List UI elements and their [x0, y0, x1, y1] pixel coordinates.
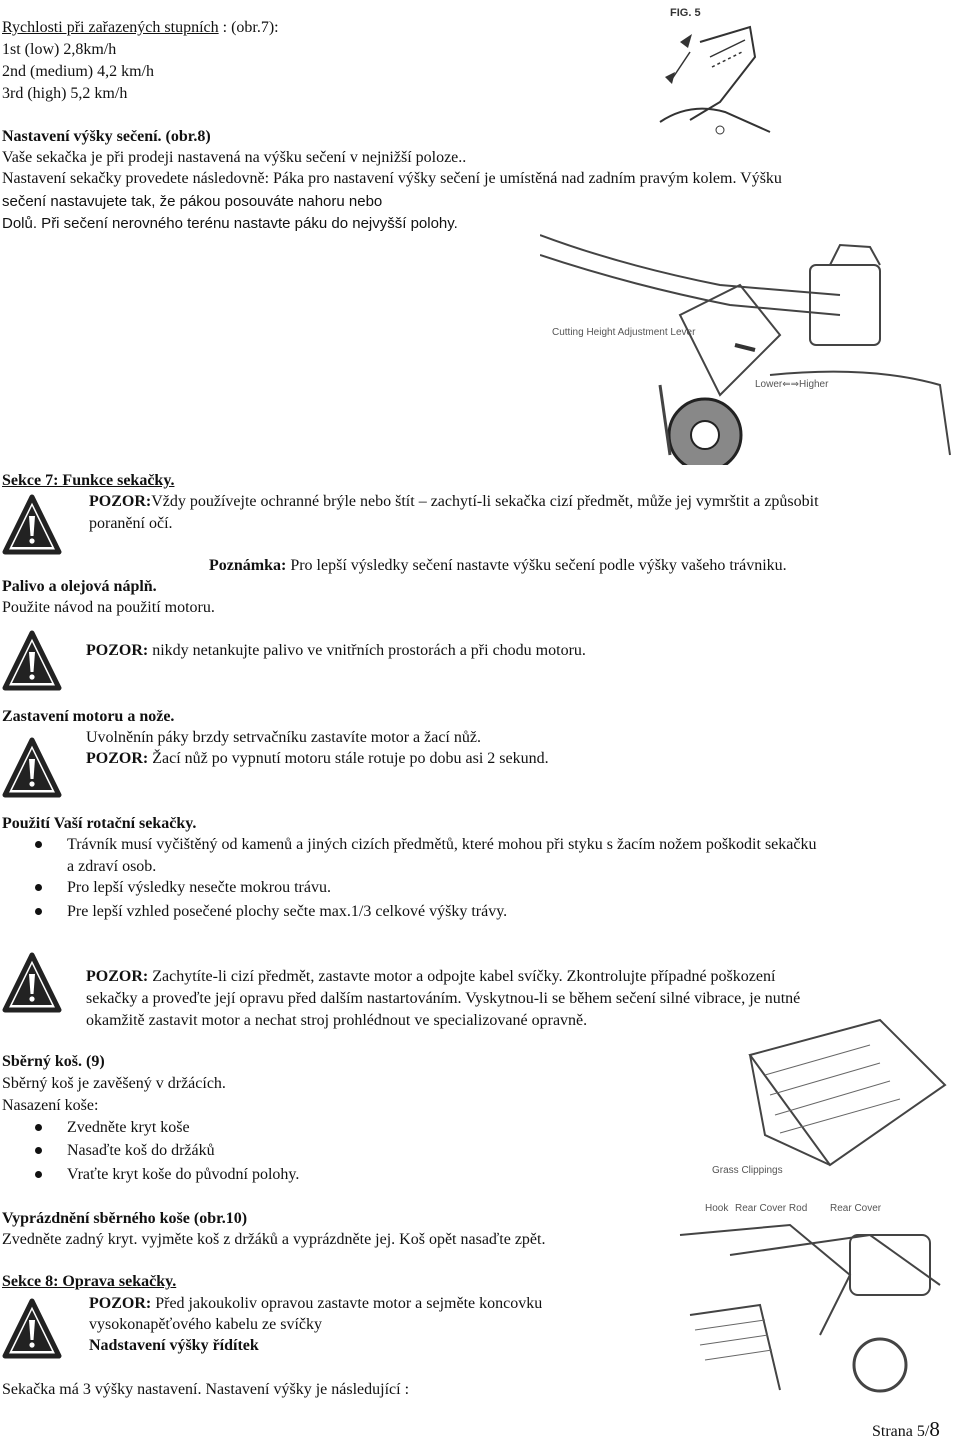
usage-bullet-cont: a zdraví osob.	[67, 858, 157, 875]
section7-warning-line	[89, 491, 819, 512]
speed-item: 2nd (medium) 4,2 km/h	[2, 63, 154, 80]
stop-warning	[86, 748, 549, 769]
cutting-height-line: sečení nastavujete tak, že pákou posouváte nahoru nebo	[2, 193, 383, 210]
warning-label: POZOR:	[86, 750, 149, 767]
bullet	[35, 841, 42, 848]
fig9-label: Grass Clippings	[712, 1165, 783, 1176]
note-label: Poznámka:	[209, 557, 287, 574]
note-text: Pro lepší výsledky sečení nastavte výšku sečení podle výšky vašeho trávniku.	[286, 557, 787, 574]
stop-heading: Zastavení motoru a nože.	[2, 708, 175, 725]
basket-line: Nasazení koše:	[2, 1097, 99, 1114]
empty-line: Zvedněte zadný kryt. vyjměte koš z držáků a vyprázdněte jej. Koš opět nasaďte zpět.	[2, 1231, 546, 1248]
section8-line: Sekačka má 3 výšky nastavení. Nastavení výšky je následující :	[2, 1381, 410, 1398]
section7-note	[209, 555, 787, 576]
speed-item: 1st (low) 2,8km/h	[2, 41, 117, 58]
basket-heading: Sběrný koš. (9)	[2, 1053, 105, 1070]
warning-label: POZOR:	[86, 968, 149, 985]
basket-line: Sběrný koš je zavěšený v držácích.	[2, 1075, 226, 1092]
warning-icon	[2, 630, 62, 692]
cutting-height-heading: Nastavení výšky sečení. (obr.8)	[2, 128, 211, 145]
figure-10	[670, 1195, 955, 1395]
fig10-label-hook: Hook	[705, 1203, 729, 1214]
warning-text: nikdy netankujte palivo ve vnitřních prostorách a při chodu motoru.	[148, 642, 586, 659]
warning-icon	[2, 737, 62, 799]
speed-item: 3rd (high) 5,2 km/h	[2, 85, 128, 102]
section8-heading: Sekce 8: Oprava sekačky.	[2, 1273, 177, 1290]
usage-bullet: Trávník musí vyčištěný od kamenů a jiných cizích předmětů, které mohou při styku s žacím nožem poškodit sekačku	[67, 836, 817, 853]
warning-text: Žací nůž po vypnutí motoru stále rotuje po dobu asi 2 sekund.	[148, 750, 549, 767]
bullet	[35, 1171, 42, 1178]
basket-bullet: Vraťte kryt koše do původní polohy.	[67, 1166, 300, 1183]
figure-5	[630, 2, 790, 142]
section8-warning	[89, 1293, 542, 1314]
usage-bullet: Pro lepší výsledky nesečte mokrou trávu.	[67, 879, 331, 896]
section8-warning-line: vysokonapěťového kabelu ze svíčky	[89, 1316, 322, 1333]
fuel-line: Použite návod na použití motoru.	[2, 599, 215, 616]
speeds-heading: Rychlosti při zařazených stupních	[2, 19, 219, 36]
warning-icon	[2, 494, 62, 556]
bullet	[35, 908, 42, 915]
section8-subheading: Nadstavení výšky řídítek	[89, 1337, 259, 1354]
warning-label: POZOR:	[89, 493, 152, 510]
speeds-heading-suffix: : (obr.7):	[218, 19, 279, 36]
fig8-lever-label: Cutting Height Adjustment Lever	[552, 327, 696, 338]
warning-label: POZOR:	[89, 1295, 152, 1312]
warning-icon	[2, 952, 62, 1014]
bullet	[35, 1147, 42, 1154]
bullet	[35, 1124, 42, 1131]
figure-8	[540, 225, 955, 465]
warning-text: Vždy používejte ochranné brýle nebo štít – zachytí-li sekačka cizí předmět, může jej vymrštit a způsobit	[151, 493, 819, 510]
cutting-height-line: Dolů. Při sečení nerovného terénu nastavte páku do nejvyšší polohy.	[2, 215, 458, 232]
section7-heading: Sekce 7: Funkce sekačky.	[2, 472, 175, 489]
speeds-heading-line	[2, 17, 279, 38]
basket-bullet: Zvedněte kryt koše	[67, 1119, 190, 1136]
cutting-height-line: Nastavení sekačky provedete následovně: Páka pro nastavení výšky sečení je umístěná nad zadním pravým kolem. Výšku	[2, 170, 782, 187]
usage-warning-line: okamžitě zastavit motor a nechat stroj prohlédnout ve specializované opravně.	[86, 1012, 588, 1029]
fig10-label-cover: Rear Cover	[830, 1203, 882, 1214]
warning-icon	[2, 1298, 62, 1360]
stop-line: Uvolněnín páky brzdy setrvačníku zastavíte motor a žací nůž.	[86, 729, 481, 746]
page-prefix: Strana 5/	[872, 1423, 930, 1440]
usage-bullet: Pre lepší vzhled posečené plochy sečte max.1/3 celkové výšky trávy.	[67, 903, 508, 920]
usage-warning	[86, 966, 775, 987]
figure-9	[690, 1015, 955, 1190]
fuel-warning	[86, 640, 586, 661]
usage-warning-line: sekačky a proveďte její opravu před dalším nastartováním. Vyskytnou-li se během sečení silné vibrace, je nutné	[86, 990, 801, 1007]
warning-label: POZOR:	[86, 642, 149, 659]
warning-text: Zachytíte-li cizí předmět, zastavte motor a odpojte kabel svíčky. Zkontrolujte případné poškození	[148, 968, 776, 985]
fuel-heading: Palivo a olejová náplň.	[2, 578, 157, 595]
fig8-lower-higher: Lower⇐⇒Higher	[755, 379, 829, 390]
section7-warning-line-2: poranění očí.	[89, 515, 173, 532]
bullet	[35, 884, 42, 891]
fig5-label: FIG. 5	[670, 7, 701, 19]
page-total: 8	[929, 1417, 940, 1441]
usage-heading: Použití Vaší rotační sekačky.	[2, 815, 197, 832]
basket-bullet: Nasaďte koš do držáků	[67, 1142, 215, 1159]
cutting-height-line: Vaše sekačka je při prodeji nastavená na výšku sečení v nejnižší poloze..	[2, 149, 467, 166]
fig10-label-rod: Rear Cover Rod	[735, 1203, 808, 1214]
warning-text: Před jakoukoliv opravou zastavte motor a sejměte koncovku	[151, 1295, 543, 1312]
empty-heading: Vyprázdnění sběrného koše (obr.10)	[2, 1210, 248, 1227]
